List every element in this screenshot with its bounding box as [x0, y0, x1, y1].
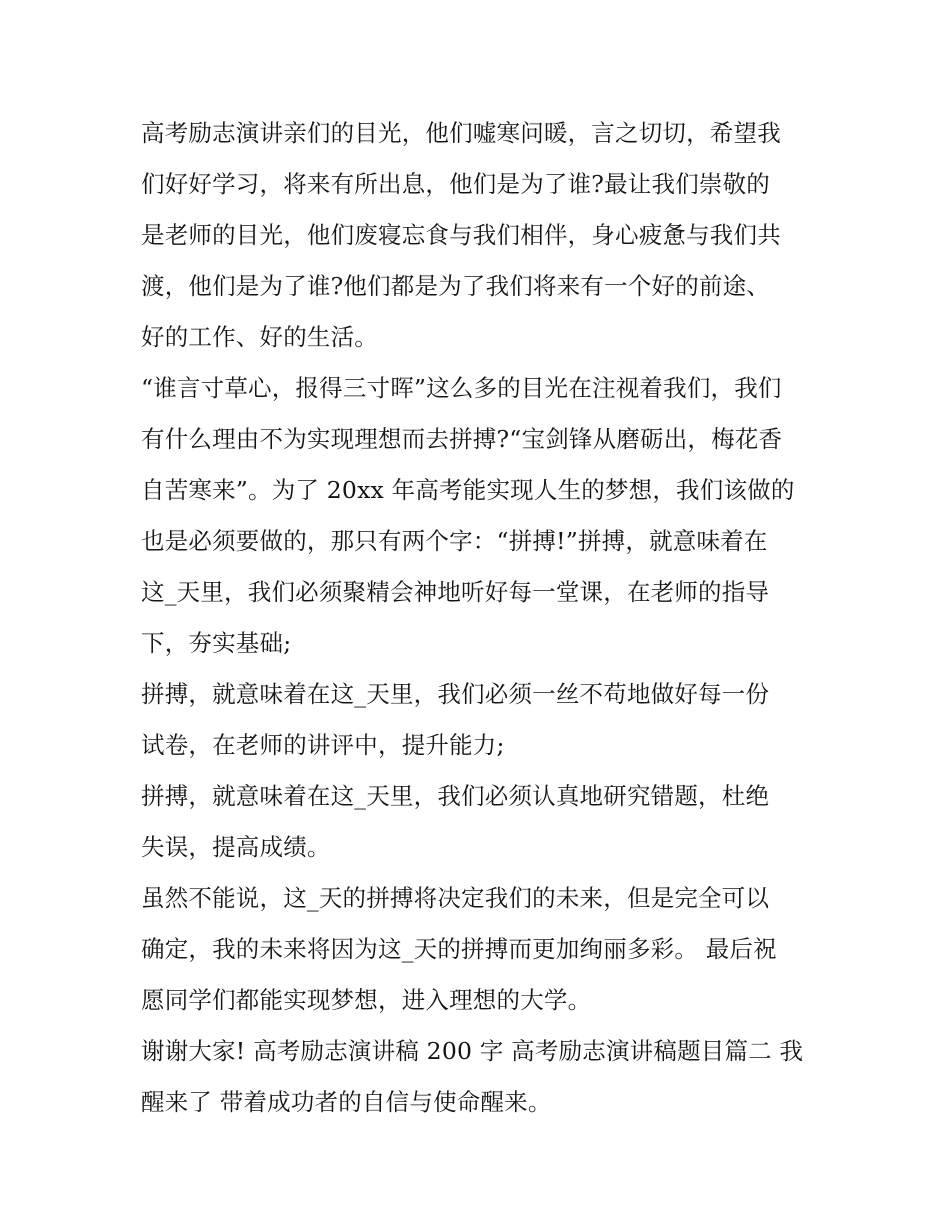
text-line: 确定，我的未来将因为这_天的拼搏而更加绚丽多彩。 最后祝 — [141, 935, 777, 963]
text-line: 也是必须要做的，那只有两个字：“拼搏!”拼搏，就意味着在 — [141, 527, 768, 555]
text-line: 下，夯实基础; — [141, 629, 292, 657]
text-line: 们好好学习，将来有所出息，他们是为了谁?最让我们崇敬的 — [141, 170, 770, 198]
document-body — [141, 108, 813, 1128]
text-line: 愿同学们都能实现梦想，进入理想的大学。 — [141, 986, 592, 1014]
text-line: 是老师的目光，他们废寝忘食与我们相伴，身心疲惫与我们共 — [141, 221, 781, 249]
text-line: 好的工作、好的生活。 — [141, 323, 378, 351]
text-line: 拼搏，就意味着在这_天里，我们必须一丝不苟地做好每一份 — [141, 680, 770, 708]
text-line: 失误，提高成绩。 — [141, 833, 331, 861]
text-line: 试卷，在老师的讲评中，提升能力; — [141, 731, 505, 759]
text-line: 醒来了 带着成功者的自信与使命醒来。 — [141, 1088, 552, 1116]
text-line: 拼搏，就意味着在这_天里，我们必须认真地研究错题，杜绝 — [141, 782, 770, 810]
text-line: 虽然不能说，这_天的拼搏将决定我们的未来，但是完全可以 — [141, 884, 770, 912]
text-line: 自苦寒来”。为了 20xx 年高考能实现人生的梦想，我们该做的 — [141, 476, 795, 504]
text-line: 谢谢大家! 高考励志演讲稿 200 字 高考励志演讲稿题目篇二 我 — [141, 1037, 804, 1065]
text-line: “谁言寸草心，报得三寸晖”这么多的目光在注视着我们，我们 — [141, 374, 782, 402]
text-line: 有什么理由不为实现理想而去拼搏?“宝剑锋从磨砺出，梅花香 — [141, 425, 783, 453]
text-line: 渡，他们是为了谁?他们都是为了我们将来有一个好的前途、 — [141, 272, 770, 300]
text-line: 这_天里，我们必须聚精会神地听好每一堂课，在老师的指导 — [141, 578, 770, 606]
text-line: 高考励志演讲亲们的目光，他们嘘寒问暖，言之切切，希望我 — [141, 119, 781, 147]
